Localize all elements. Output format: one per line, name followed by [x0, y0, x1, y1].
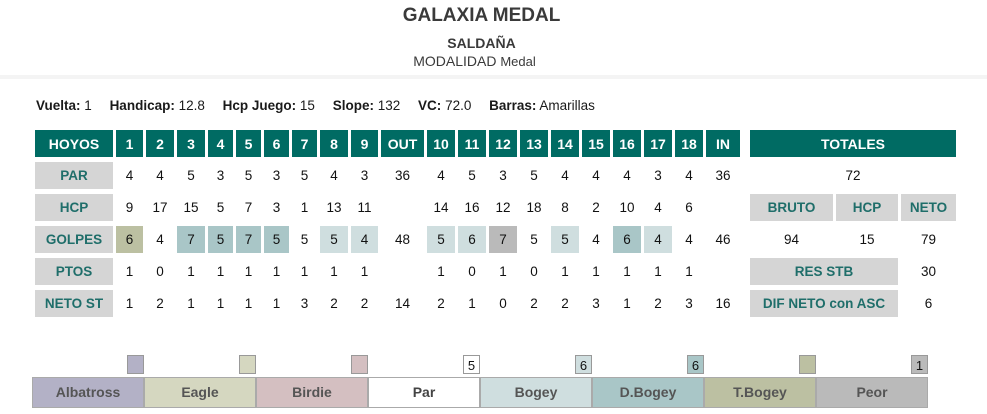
score-cell: 5 — [427, 226, 455, 253]
barras-value: Amarillas — [539, 98, 595, 113]
slope-value: 132 — [377, 98, 401, 113]
hole-header: 10 — [427, 130, 455, 157]
score-cell: 5 — [208, 194, 233, 221]
table-row — [35, 162, 956, 189]
dif-neto-label: DIF NETO con ASC — [750, 290, 898, 317]
score-cell: 6 — [458, 226, 486, 253]
score-cell: 1 — [236, 258, 261, 285]
legend-count: 1 — [911, 355, 928, 374]
legend-item-par — [368, 354, 480, 409]
score-cell: 3 — [489, 162, 517, 189]
score-cell: 2 — [520, 290, 548, 317]
spacer — [743, 194, 747, 221]
score-cell: 3 — [292, 290, 317, 317]
legend-item-bir — [256, 354, 368, 409]
score-cell: 5 — [292, 226, 317, 253]
score-cell: 14 — [381, 290, 424, 317]
slope-label: Slope: — [332, 98, 374, 113]
score-cell: 4 — [644, 194, 672, 221]
vc-value: 72.0 — [445, 98, 472, 113]
score-cell: 4 — [146, 162, 174, 189]
score-cell: 0 — [520, 258, 548, 285]
score-cell: 1 — [177, 290, 205, 317]
legend-count: 6 — [687, 355, 704, 374]
score-cell: 6 — [613, 226, 641, 253]
hole-header: OUT — [381, 130, 424, 157]
legend-label: Birdie — [256, 377, 368, 408]
score-cell: 1 — [644, 258, 672, 285]
score-cell: 48 — [381, 226, 424, 253]
score-cell: 5 — [520, 226, 548, 253]
spacer — [743, 226, 747, 253]
table-row — [35, 194, 956, 221]
handicap-label: Handicap: — [109, 98, 175, 113]
score-cell: 2 — [427, 290, 455, 317]
legend-label: Bogey — [480, 377, 592, 408]
score-cell: 2 — [320, 290, 348, 317]
score-cell: 3 — [208, 162, 233, 189]
score-cell: 7 — [177, 226, 205, 253]
score-cell: 4 — [551, 162, 579, 189]
vuelta-value: 1 — [84, 98, 92, 113]
course-name: SALDAÑA — [447, 35, 516, 51]
legend-label: Albatross — [32, 377, 144, 408]
legend-count: 5 — [463, 355, 480, 374]
score-cell: 1 — [551, 258, 579, 285]
score-cell: 5 — [208, 226, 233, 253]
score-cell: 3 — [264, 194, 289, 221]
score-cell: 1 — [236, 290, 261, 317]
hole-header: 13 — [520, 130, 548, 157]
score-cell: 2 — [351, 290, 378, 317]
hole-header: 12 — [489, 130, 517, 157]
legend-count — [127, 355, 144, 374]
legend-count — [239, 355, 256, 374]
score-cell: 1 — [351, 258, 378, 285]
score-cell: 2 — [146, 290, 174, 317]
legend-item-bog — [480, 354, 592, 409]
score-cell: 1 — [264, 290, 289, 317]
bruto-label: BRUTO — [750, 194, 833, 221]
hcp-total-value: 15 — [836, 226, 898, 253]
legend-label: Par — [368, 377, 480, 408]
score-cell: 1 — [489, 258, 517, 285]
hole-header: 6 — [264, 130, 289, 157]
score-cell: 5 — [177, 162, 205, 189]
hole-header: 14 — [551, 130, 579, 157]
score-cell: 46 — [706, 226, 740, 253]
score-cell: 2 — [644, 290, 672, 317]
score-cell: 1 — [208, 290, 233, 317]
modalidad-label: MODALIDAD — [413, 53, 497, 69]
spacer — [743, 290, 747, 317]
hole-header: IN — [706, 130, 740, 157]
hole-header: 8 — [320, 130, 348, 157]
score-cell: 13 — [320, 194, 348, 221]
score-cell: 12 — [489, 194, 517, 221]
handicap-value: 12.8 — [178, 98, 205, 113]
neto-value: 79 — [901, 226, 956, 253]
hole-header: 2 — [146, 130, 174, 157]
score-cell: 1 — [613, 258, 641, 285]
totales-header: TOTALES — [750, 130, 956, 157]
score-cell — [381, 258, 424, 285]
score-cell: 3 — [351, 162, 378, 189]
vuelta-label: Vuelta: — [36, 98, 81, 113]
divider — [0, 75, 987, 79]
hcp-juego-label: Hcp Juego: — [222, 98, 297, 113]
score-cell: 3 — [582, 290, 610, 317]
score-cell: 4 — [582, 226, 610, 253]
res-stb-value: 30 — [901, 258, 956, 285]
score-cell: 6 — [675, 194, 703, 221]
score-cell: 8 — [551, 194, 579, 221]
res-stb-label: RES STB — [750, 258, 898, 285]
score-cell — [706, 194, 740, 221]
score-cell — [381, 194, 424, 221]
legend-label: D.Bogey — [592, 377, 704, 408]
bruto-value: 94 — [750, 226, 833, 253]
hole-header: 9 — [351, 130, 378, 157]
score-cell: 1 — [208, 258, 233, 285]
scorecard-table — [32, 125, 959, 322]
score-cell: 36 — [706, 162, 740, 189]
hole-header: 18 — [675, 130, 703, 157]
row-label-hcp: HCP — [35, 194, 113, 221]
neto-label: NETO — [901, 194, 956, 221]
legend-count — [799, 355, 816, 374]
score-cell: 15 — [177, 194, 205, 221]
hole-header: 7 — [292, 130, 317, 157]
score-cell: 0 — [489, 290, 517, 317]
score-cell: 1 — [427, 258, 455, 285]
score-cell: 1 — [675, 258, 703, 285]
table-row — [35, 290, 956, 317]
score-cell: 17 — [146, 194, 174, 221]
hole-header: 15 — [582, 130, 610, 157]
hole-header: 1 — [116, 130, 143, 157]
score-cell: 16 — [706, 290, 740, 317]
hcp-juego-value: 15 — [299, 98, 315, 113]
score-cell: 1 — [292, 258, 317, 285]
score-cell: 1 — [264, 258, 289, 285]
legend-label: T.Bogey — [704, 377, 816, 408]
score-cell: 1 — [582, 258, 610, 285]
score-cell: 14 — [427, 194, 455, 221]
barras-label: Barras: — [489, 98, 537, 113]
score-cell: 5 — [236, 162, 261, 189]
vc-label: VC: — [418, 98, 442, 113]
score-cell: 4 — [427, 162, 455, 189]
hcp-total-label: HCP — [836, 194, 898, 221]
row-label-neto: NETO ST — [35, 290, 113, 317]
row-label-par: PAR — [35, 162, 113, 189]
score-cell: 0 — [146, 258, 174, 285]
score-cell: 4 — [675, 226, 703, 253]
par-total: 72 — [750, 162, 956, 189]
score-cell: 1 — [292, 194, 317, 221]
page-title: GALAXIA MEDAL — [402, 5, 561, 26]
score-cell: 5 — [264, 226, 289, 253]
legend-item-peo — [816, 354, 928, 409]
score-cell: 5 — [520, 162, 548, 189]
score-cell: 3 — [644, 162, 672, 189]
table-row — [35, 258, 956, 285]
score-cell: 4 — [582, 162, 610, 189]
score-cell: 0 — [458, 258, 486, 285]
score-cell: 18 — [520, 194, 548, 221]
hole-header: 16 — [613, 130, 641, 157]
score-cell: 2 — [582, 194, 610, 221]
dif-neto-value: 6 — [901, 290, 956, 317]
score-cell: 36 — [381, 162, 424, 189]
score-cell: 5 — [458, 162, 486, 189]
score-cell: 7 — [489, 226, 517, 253]
score-cell: 4 — [146, 226, 174, 253]
spacer — [743, 130, 747, 157]
score-cell: 1 — [458, 290, 486, 317]
score-cell: 1 — [320, 258, 348, 285]
score-cell: 11 — [351, 194, 378, 221]
row-label-golpes: GOLPES — [35, 226, 113, 253]
legend-item-eag — [144, 354, 256, 409]
score-cell: 9 — [116, 194, 143, 221]
hoyos-header: HOYOS — [35, 130, 113, 157]
score-cell: 5 — [292, 162, 317, 189]
score-cell: 4 — [116, 162, 143, 189]
hole-header: 3 — [177, 130, 205, 157]
score-cell — [706, 258, 740, 285]
score-cell: 7 — [236, 194, 261, 221]
hole-header: 17 — [644, 130, 672, 157]
score-cell: 1 — [116, 290, 143, 317]
score-cell: 3 — [264, 162, 289, 189]
table-row — [35, 226, 956, 253]
score-cell: 5 — [551, 226, 579, 253]
spacer — [743, 162, 747, 189]
score-cell: 6 — [116, 226, 143, 253]
header-row — [35, 130, 956, 157]
score-cell: 4 — [675, 162, 703, 189]
modalidad — [0, 53, 949, 69]
score-legend — [32, 354, 987, 409]
legend-item-dbo — [592, 354, 704, 409]
round-info — [36, 98, 595, 113]
score-cell: 10 — [613, 194, 641, 221]
score-cell: 4 — [644, 226, 672, 253]
score-cell: 4 — [613, 162, 641, 189]
legend-label: Eagle — [144, 377, 256, 408]
hole-header: 5 — [236, 130, 261, 157]
spacer — [743, 258, 747, 285]
legend-count — [351, 355, 368, 374]
hole-header: 4 — [208, 130, 233, 157]
score-cell: 4 — [320, 162, 348, 189]
score-cell: 16 — [458, 194, 486, 221]
row-label-ptos: PTOS — [35, 258, 113, 285]
legend-label: Peor — [816, 377, 928, 408]
score-cell: 1 — [613, 290, 641, 317]
score-cell: 5 — [320, 226, 348, 253]
legend-item-tbo — [704, 354, 816, 409]
modalidad-value: Medal — [500, 54, 536, 69]
legend-item-alb — [32, 354, 144, 409]
score-cell: 1 — [177, 258, 205, 285]
score-cell: 2 — [551, 290, 579, 317]
score-cell: 7 — [236, 226, 261, 253]
score-cell: 4 — [351, 226, 378, 253]
hole-header: 11 — [458, 130, 486, 157]
score-cell: 1 — [116, 258, 143, 285]
legend-count: 6 — [575, 355, 592, 374]
score-cell: 3 — [675, 290, 703, 317]
